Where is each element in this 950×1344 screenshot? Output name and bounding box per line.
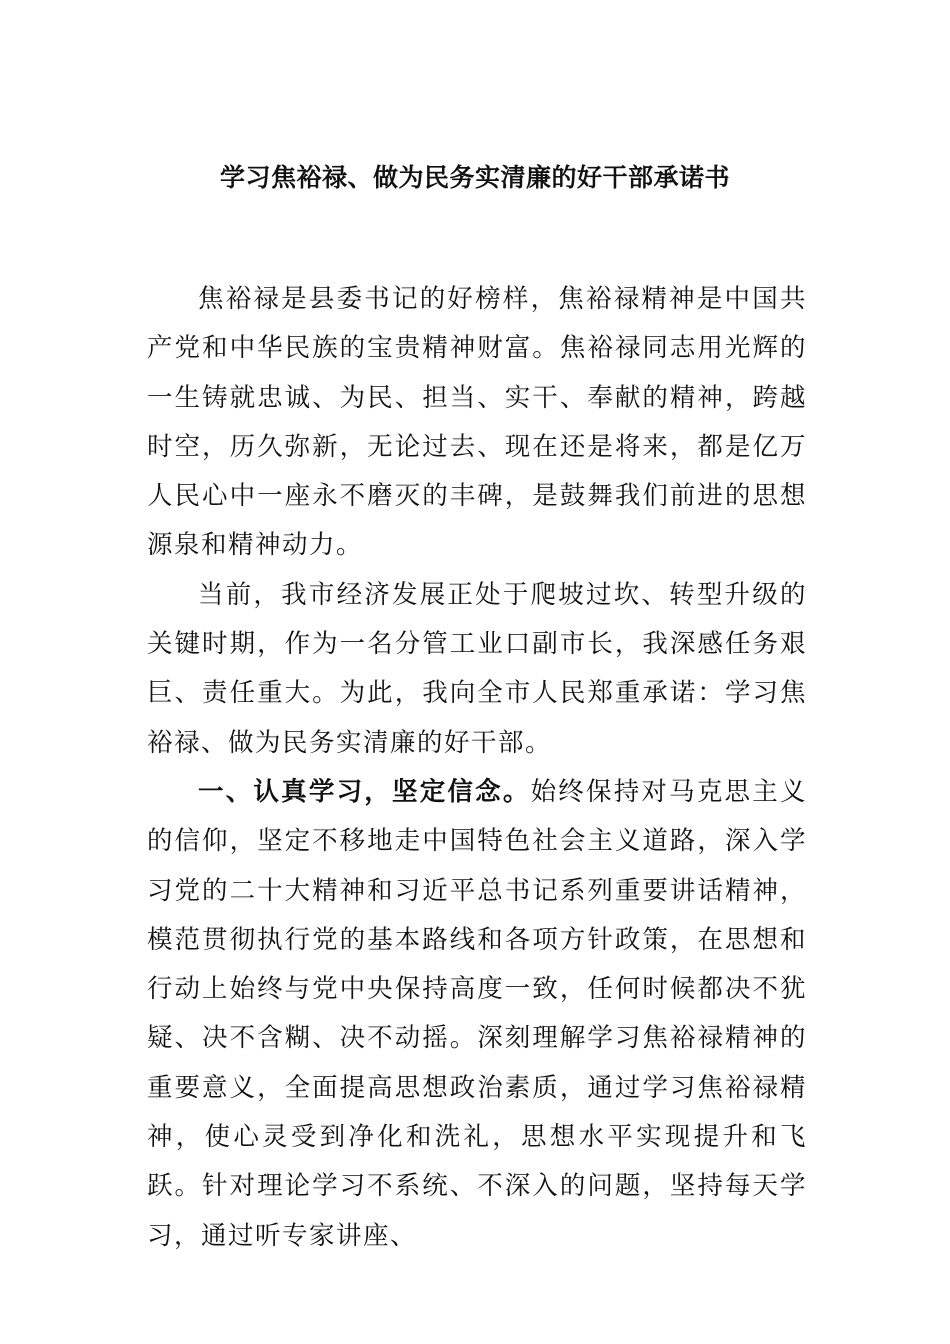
paragraph-section-one — [147, 768, 807, 1261]
section-one-text: 始终保持对马克思主义的信仰，坚定不移地走中国特色社会主义道路，深入学习党的二十大精神和习近平总书记系列重要讲话精神，模范贯彻执行党的基本路线和各项方针政策，在思想和行动上始终与党中央保持高度一致，任何时候都决不犹疑、决不含糊、决不动摇。深刻理解学习焦裕禄精神的重要意义，全面提高思想政治素质，通过学习焦裕禄精神，使心灵受到净化和洗礼，思想水平实现提升和飞跃。针对理论学习不系统、不深入的问题，坚持每天学习，通过听专家讲座、 — [147, 776, 807, 1251]
paragraph-commitment-text: 当前，我市经济发展正处于爬坡过坎、转型升级的关键时期，作为一名分管工业口副市长，我深感任务艰巨、责任重大。为此，我向全市人民郑重承诺：学习焦裕禄、做为民务实清廉的好干部。 — [147, 579, 807, 758]
document-title: 学习焦裕禄、做为民务实清廉的好干部承诺书 — [219, 163, 730, 192]
paragraph-intro-text: 焦裕禄是县委书记的好榜样，焦裕禄精神是中国共产党和中华民族的宝贵精神财富。焦裕禄同志用光辉的一生铸就忠诚、为民、担当、实干、奉献的精神，跨越时空，历久弥新，无论过去、现在还是将来，都是亿万人民心中一座永不磨灭的丰碑，是鼓舞我们前进的思想源泉和精神动力。 — [147, 284, 807, 561]
section-one-heading: 一、认真学习，坚定信念。 — [198, 776, 531, 807]
paragraph-commitment — [147, 571, 807, 768]
document-body — [147, 275, 807, 1261]
paragraph-intro — [147, 275, 807, 571]
